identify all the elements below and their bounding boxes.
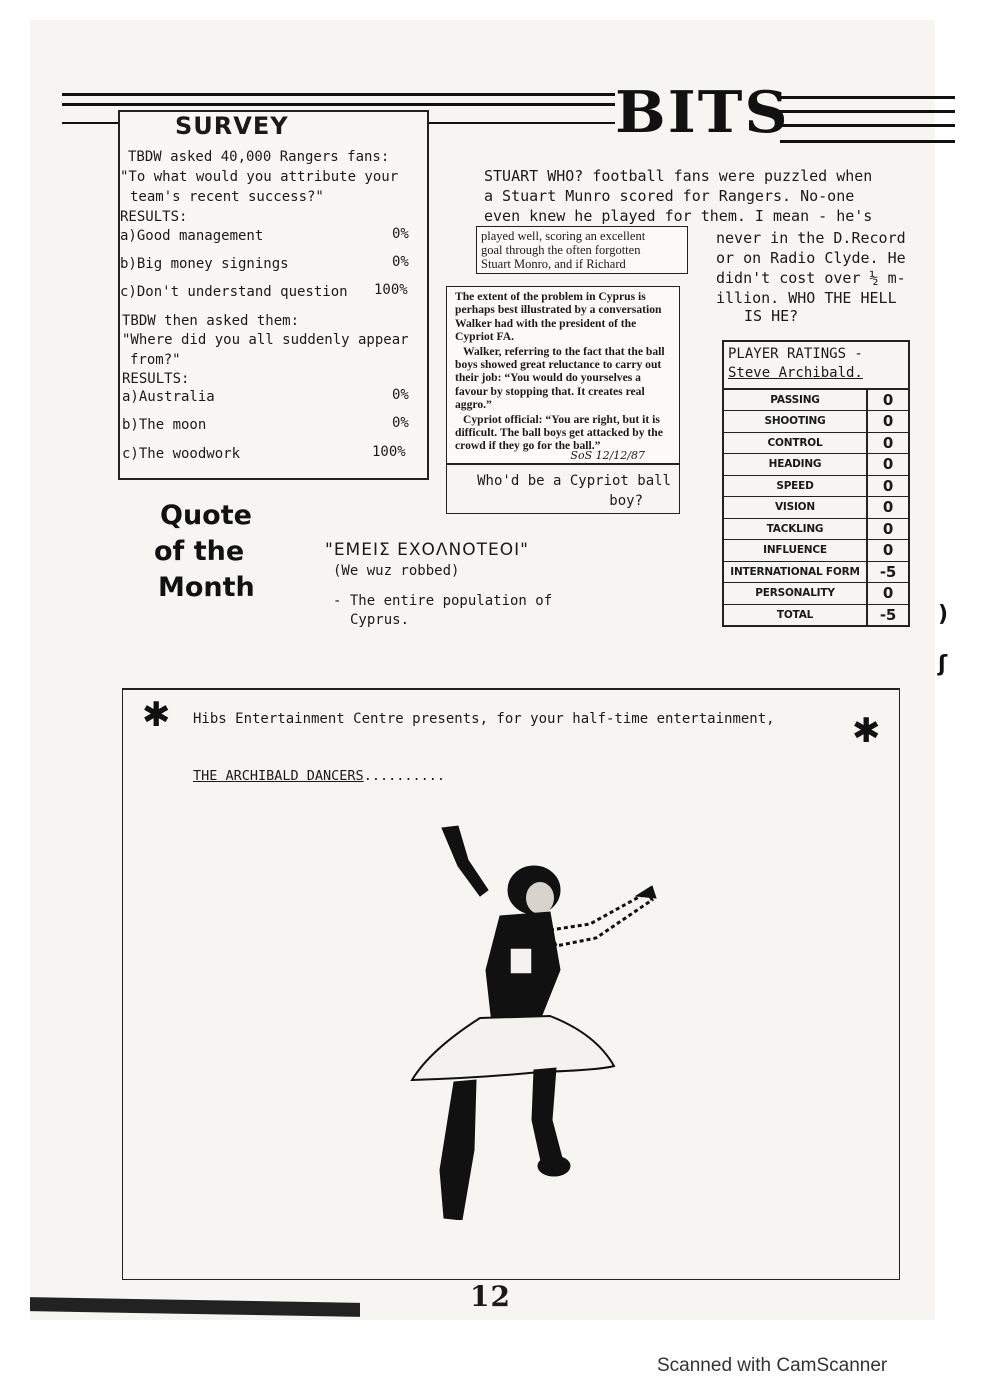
rating-label: INFLUENCE bbox=[723, 540, 867, 562]
rating-score: 0 bbox=[867, 518, 909, 540]
survey-answer: b)The moon bbox=[122, 417, 207, 433]
results-label: RESULTS: bbox=[122, 371, 190, 387]
paragraph-line: IS HE? bbox=[744, 307, 799, 325]
dancer-photo bbox=[400, 820, 670, 1220]
dancers-title: THE ARCHIBALD DANCERS bbox=[193, 768, 364, 784]
ratings-header bbox=[722, 340, 910, 390]
newspaper-clipping bbox=[476, 226, 688, 274]
clipping-paragraph: The extent of the problem in Cyprus is perhaps best illustrated by a conversation Walker had with the president of the Cypriot FA. bbox=[455, 290, 662, 344]
attribution-line: - The entire population of bbox=[333, 593, 553, 609]
rating-score: 0 bbox=[867, 432, 909, 454]
table-row bbox=[723, 432, 909, 454]
table-row bbox=[723, 561, 909, 583]
survey-answer: a)Good management bbox=[120, 228, 264, 244]
quote-translation: (We wuz robbed) bbox=[333, 563, 460, 579]
table-row bbox=[723, 518, 909, 540]
survey-percent: 0% bbox=[392, 387, 409, 403]
header-rule bbox=[780, 124, 955, 127]
rating-score: 0 bbox=[867, 389, 909, 411]
quote-title bbox=[150, 498, 255, 606]
asterisk-icon: ✱ bbox=[852, 711, 881, 751]
survey-intro: TBDW asked 40,000 Rangers fans: bbox=[128, 149, 390, 165]
attribution-line: Cyprus. bbox=[350, 612, 410, 628]
quote-text: "ΕΜΕΙΣ ΕΧΟΛΝΟΤΕΟΙ" bbox=[325, 540, 529, 560]
table-row bbox=[723, 497, 909, 519]
ratings-table bbox=[722, 388, 910, 627]
survey-title: SURVEY bbox=[175, 112, 289, 140]
header-rule bbox=[780, 96, 955, 99]
rating-score: -5 bbox=[867, 561, 909, 583]
table-row bbox=[723, 389, 909, 411]
entertainment-text: Hibs Entertainment Centre presents, for your half-time entertainment, bbox=[193, 711, 775, 727]
survey-question: from?" bbox=[130, 352, 181, 368]
quote-title-line: of the bbox=[154, 536, 245, 567]
clipping-line: played well, scoring an excellent bbox=[481, 229, 646, 243]
paragraph-line: illion. WHO THE HELL bbox=[716, 289, 897, 307]
table-row bbox=[723, 475, 909, 497]
survey-percent: 0% bbox=[392, 226, 409, 242]
rating-score: 0 bbox=[867, 540, 909, 562]
quote-attribution bbox=[333, 592, 552, 630]
clipping-paragraph: Walker, referring to the fact that the ball boys showed great reluctance to carry out their job: “You would do yourselves a favour by stopping that. It creates real aggro.” bbox=[455, 344, 665, 412]
header-rule bbox=[62, 93, 615, 96]
rating-score: -5 bbox=[867, 604, 909, 626]
survey-percent: 0% bbox=[392, 415, 409, 431]
rating-label: SHOOTING bbox=[723, 411, 867, 433]
survey-percent: 100% bbox=[374, 282, 408, 298]
player-name: Steve Archibald. bbox=[728, 365, 863, 381]
survey-question: "To what would you attribute your bbox=[120, 169, 399, 185]
paragraph-line: even knew he played for them. I mean - he's bbox=[484, 207, 873, 225]
survey-intro: TBDW then asked them: bbox=[122, 313, 300, 329]
cypriot-question-box bbox=[446, 464, 680, 514]
dancers-dots: .......... bbox=[363, 768, 445, 784]
rating-score: 0 bbox=[867, 411, 909, 433]
section-title: BITS bbox=[615, 79, 790, 147]
question-line: boy? bbox=[609, 493, 643, 509]
scanner-watermark: Scanned with CamScanner bbox=[657, 1355, 888, 1376]
clipping-paragraph: Cypriot official: “You are right, but it is difficult. The ball boys get attacked by the crowd if they go for the ball.” bbox=[455, 412, 663, 453]
rating-score: 0 bbox=[867, 497, 909, 519]
clipping-line: goal through the often forgotten bbox=[481, 243, 641, 257]
quote-title-line: Quote bbox=[160, 500, 252, 531]
rating-label: VISION bbox=[723, 497, 867, 519]
survey-answer: c)Don't understand question bbox=[120, 284, 348, 300]
page-number: 12 bbox=[470, 1280, 511, 1313]
newspaper-clipping bbox=[446, 286, 680, 464]
table-row bbox=[723, 583, 909, 605]
quote-title-line: Month bbox=[158, 572, 255, 603]
ratings-title: PLAYER RATINGS - bbox=[728, 346, 863, 362]
paragraph-line: didn't cost over ½ m- bbox=[716, 269, 906, 287]
rating-label: CONTROL bbox=[723, 432, 867, 454]
handwritten-signature: SoS 12/12/87 bbox=[570, 448, 645, 462]
survey-answer: b)Big money signings bbox=[120, 256, 289, 272]
header-rule bbox=[780, 110, 955, 113]
question-line: Who'd be a Cypriot ball bbox=[477, 473, 671, 489]
margin-mark: ) bbox=[938, 602, 949, 627]
survey-answer: a)Australia bbox=[122, 389, 215, 405]
survey-question: team's recent success?" bbox=[130, 189, 324, 205]
dancers-heading bbox=[193, 768, 445, 784]
rating-label: TACKLING bbox=[723, 518, 867, 540]
rating-score: 0 bbox=[867, 475, 909, 497]
rating-label: HEADING bbox=[723, 454, 867, 476]
paragraph-line: or on Radio Clyde. He bbox=[716, 249, 906, 267]
rating-score: 0 bbox=[867, 454, 909, 476]
survey-answer: c)The woodwork bbox=[122, 446, 241, 462]
survey-percent: 0% bbox=[392, 254, 409, 270]
clipping-line: Stuart Monro, and if Richard bbox=[481, 257, 626, 271]
rating-label: PERSONALITY bbox=[723, 583, 867, 605]
rating-label: PASSING bbox=[723, 389, 867, 411]
survey-percent: 100% bbox=[372, 444, 406, 460]
results-label: RESULTS: bbox=[120, 209, 188, 225]
table-row bbox=[723, 454, 909, 476]
margin-mark: ʃ bbox=[938, 652, 948, 677]
rating-score: 0 bbox=[867, 583, 909, 605]
asterisk-icon: ✱ bbox=[142, 695, 171, 735]
paragraph-line: STUART WHO? football fans were puzzled when bbox=[484, 167, 873, 185]
table-row bbox=[723, 540, 909, 562]
survey-question: "Where did you all suddenly appear bbox=[122, 332, 409, 348]
rating-label: SPEED bbox=[723, 475, 867, 497]
table-row bbox=[723, 411, 909, 433]
paragraph-line: never in the D.Record bbox=[716, 229, 906, 247]
header-rule bbox=[62, 103, 615, 106]
table-row bbox=[723, 604, 909, 626]
rating-label: TOTAL bbox=[723, 604, 867, 626]
header-rule bbox=[780, 140, 955, 143]
stuart-munro-paragraph bbox=[484, 166, 872, 226]
rating-label: INTERNATIONAL FORM bbox=[723, 561, 867, 583]
paragraph-line: a Stuart Munro scored for Rangers. No-one bbox=[484, 187, 855, 205]
